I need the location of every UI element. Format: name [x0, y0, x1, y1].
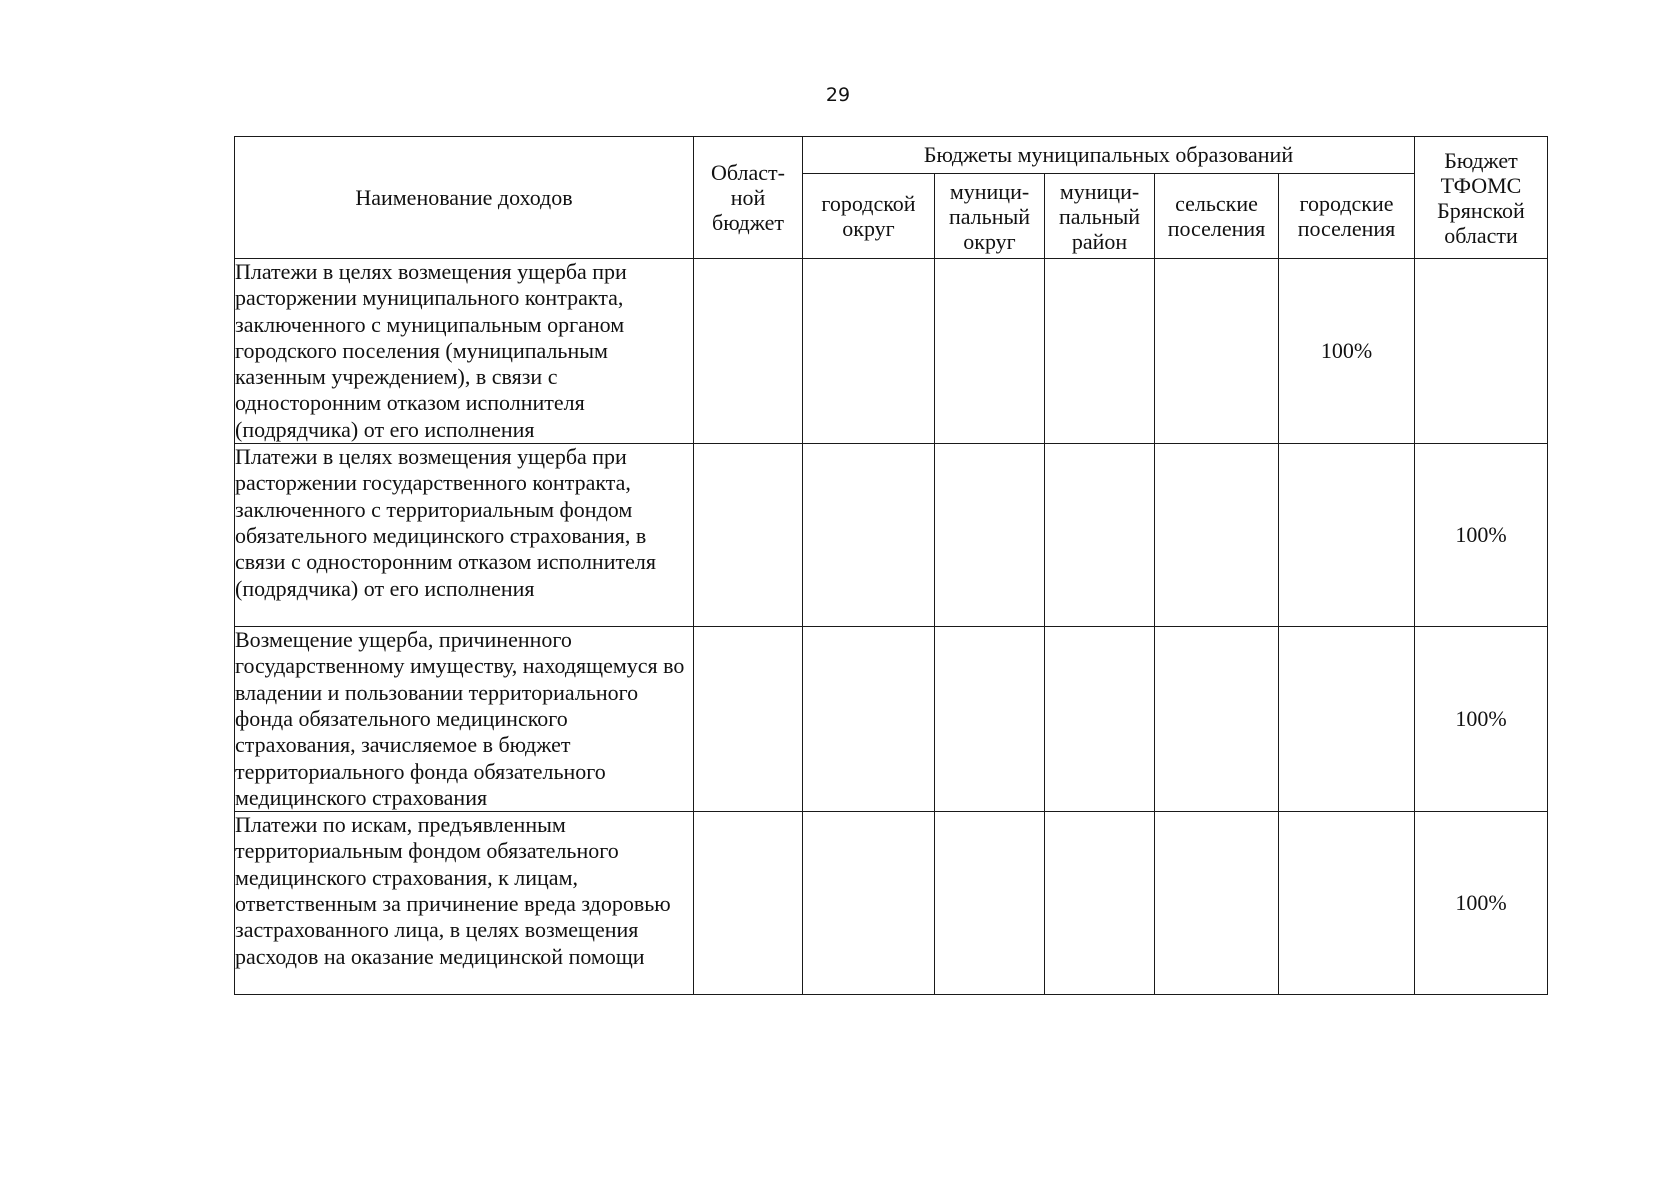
revenue-name-cell: Платежи по искам, предъявленным территориальным фондом обязательного медицинского страхования, к лицам, ответственным за причинение вреда здоровью застрахованного лица, в целях возмещения расходов на оказание медицинской помощи — [235, 812, 694, 995]
table-row — [235, 812, 1548, 995]
urban-settlements-cell — [1279, 627, 1415, 812]
regional-budget-cell — [694, 627, 803, 812]
header-city-district: городской округ — [803, 174, 935, 259]
municipal-rayon-cell — [1045, 259, 1155, 444]
revenue-name-cell: Возмещение ущерба, причиненного государственному имуществу, находящемуся во владении и пользовании территориального фонда обязательного медицинского страхования, зачисляемое в бюджет территориального фонда обязательного медицинского страхования — [235, 627, 694, 812]
urban-settlements-cell — [1279, 444, 1415, 627]
header-municipal-okrug: муници- пальный округ — [935, 174, 1045, 259]
city-district-cell — [803, 259, 935, 444]
header-municipal-rayon: муници- пальный район — [1045, 174, 1155, 259]
revenue-name-cell: Платежи в целях возмещения ущерба при расторжении государственного контракта, заключенного с территориальным фондом обязательного медицинского страхования, в связи с односторонним отказом исполнителя (подрядчика) от его исполнения — [235, 444, 694, 627]
revenue-distribution-table — [234, 136, 1548, 995]
header-municipal-budgets: Бюджеты муниципальных образований — [803, 137, 1415, 174]
header-regional-budget: Област- ной бюджет — [694, 137, 803, 259]
tfoms-budget-cell: 100% — [1415, 444, 1548, 627]
table-row — [235, 627, 1548, 812]
rural-settlements-cell — [1155, 259, 1279, 444]
city-district-cell — [803, 812, 935, 995]
rural-settlements-cell — [1155, 812, 1279, 995]
tfoms-budget-cell — [1415, 259, 1548, 444]
urban-settlements-cell — [1279, 812, 1415, 995]
municipal-okrug-cell — [935, 627, 1045, 812]
municipal-okrug-cell — [935, 259, 1045, 444]
page-number: 29 — [825, 84, 851, 106]
rural-settlements-cell — [1155, 627, 1279, 812]
table-row — [235, 259, 1548, 444]
municipal-rayon-cell — [1045, 627, 1155, 812]
header-rural-settlements: сельские поселения — [1155, 174, 1279, 259]
tfoms-budget-cell: 100% — [1415, 812, 1548, 995]
rural-settlements-cell — [1155, 444, 1279, 627]
municipal-okrug-cell — [935, 444, 1045, 627]
header-urban-settlements: городские поселения — [1279, 174, 1415, 259]
header-tfoms-budget: Бюджет ТФОМС Брянской области — [1415, 137, 1548, 259]
regional-budget-cell — [694, 444, 803, 627]
city-district-cell — [803, 627, 935, 812]
table-row — [235, 444, 1548, 627]
municipal-rayon-cell — [1045, 444, 1155, 627]
municipal-rayon-cell — [1045, 812, 1155, 995]
regional-budget-cell — [694, 812, 803, 995]
regional-budget-cell — [694, 259, 803, 444]
header-revenue-name: Наименование доходов — [235, 137, 694, 259]
urban-settlements-cell: 100% — [1279, 259, 1415, 444]
municipal-okrug-cell — [935, 812, 1045, 995]
revenue-name-cell: Платежи в целях возмещения ущерба при расторжении муниципального контракта, заключенного с муниципальным органом городского поселения (муниципальным казенным учреждением), в связи с односторонним отказом исполнителя (подрядчика) от его исполнения — [235, 259, 694, 444]
city-district-cell — [803, 444, 935, 627]
tfoms-budget-cell: 100% — [1415, 627, 1548, 812]
